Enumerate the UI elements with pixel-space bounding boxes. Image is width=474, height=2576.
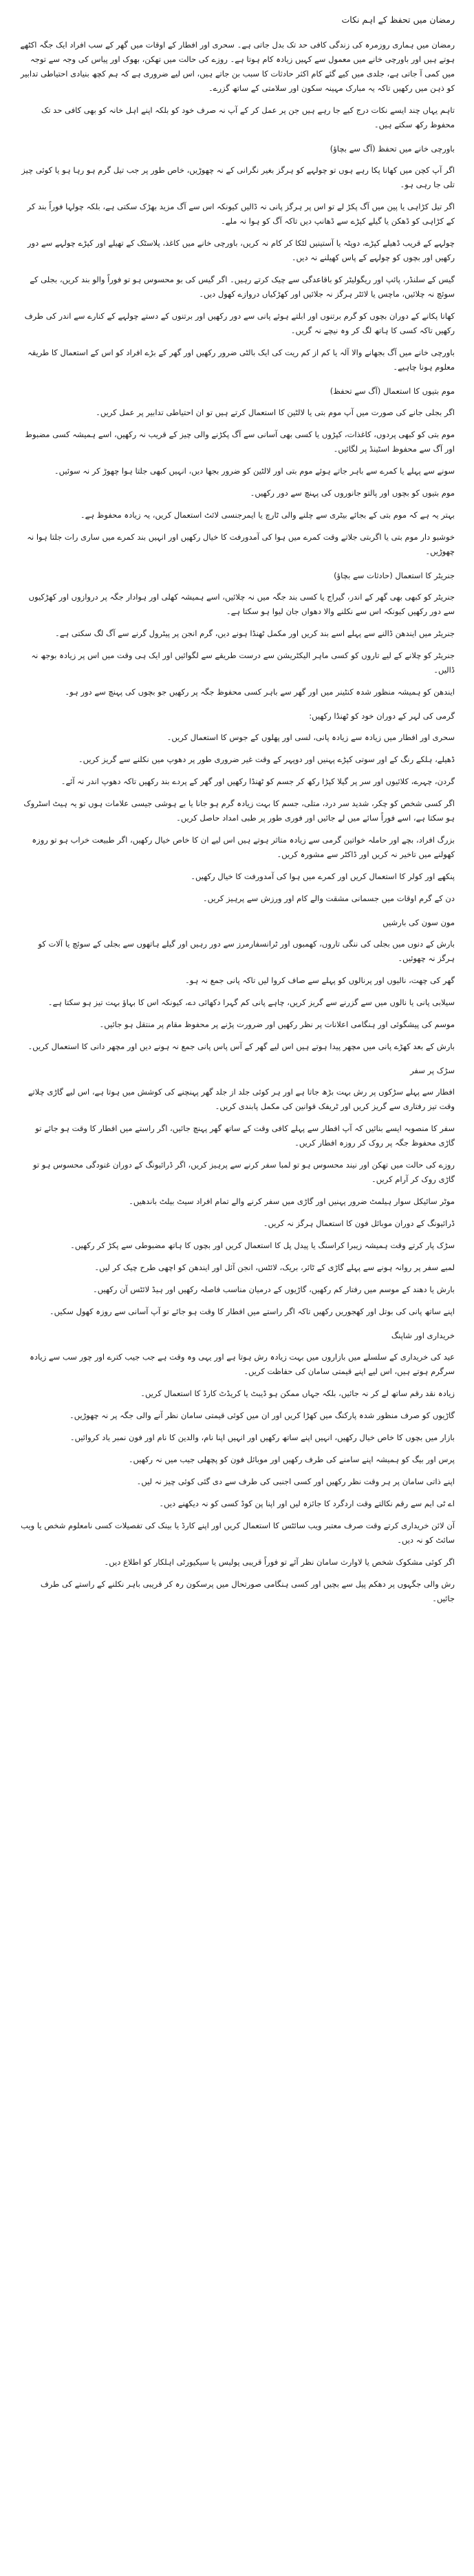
section-paragraph: گھر کی چھت، نالیوں اور پرنالوں کو پہلے سے صاف کروا لیں تاکہ پانی جمع نہ ہو۔ (185, 975, 455, 985)
section-paragraph: سفر کا منصوبہ ایسے بنائیں کہ آپ افطار سے پہلے کافی وقت کے ساتھ گھر پہنچ جائیں، اگر راستے میں افطار کا وقت ہو جائے تو گاڑی محفوظ جگہ پر روک کر روزہ افطار کریں۔ (35, 1123, 455, 1148)
section-paragraph: سڑک پار کرتے وقت ہمیشہ زیبرا کراسنگ یا پیدل پل کا استعمال کریں اور بچوں کا ہاتھ مضبوطی سے پکڑ کر رکھیں۔ (70, 1241, 455, 1250)
intro-section (19, 38, 455, 132)
section-paragraph: موسم کی پیشگوئی اور ہنگامی اعلانات پر نظر رکھیں اور ضرورت پڑنے پر محفوظ مقام پر منتقل ہو جائیں۔ (99, 1020, 455, 1029)
section-paragraph: اے ٹی ایم سے رقم نکالتے وقت اردگرد کا جائزہ لیں اور اپنا پن کوڈ کسی کو نہ دیکھنے دیں۔ (159, 1499, 455, 1508)
section-monsoon (19, 916, 455, 1054)
section-paragraph: بہتر یہ ہے کہ موم بتی کے بجائے بیٹری سے چلنے والی ٹارچ یا ایمرجنسی لائٹ استعمال کریں، یہ زیادہ محفوظ ہے۔ (80, 510, 455, 520)
section-paragraph: باورچی خانے میں آگ بجھانے والا آلہ یا کم از کم ریت کی ایک بالٹی ضرور رکھیں اور گھر کے بڑے افراد کو اس کے استعمال کا طریقہ معلوم ہونا چاہیے۔ (27, 348, 455, 372)
section-paragraph: اگر تیل کڑاہی یا پین میں آگ پکڑ لے تو اس پر ہرگز پانی نہ ڈالیں کیونکہ اس سے آگ مزید بھڑک سکتی ہے، بلکہ چولہا فوراً بند کر کے کڑاہی کو ڈھکن یا گیلے کپڑے سے ڈھانپ دیں تاکہ آگ کو ہوا نہ ملے۔ (27, 202, 455, 226)
section-paragraph: بارش یا دھند کے موسم میں رفتار کم رکھیں، گاڑیوں کے درمیان مناسب فاصلہ رکھیں اور ہیڈ لائٹس آن رکھیں۔ (93, 1285, 455, 1294)
section-heading: مون سون کی بارشیں (383, 918, 455, 927)
section-paragraph: کھانا پکانے کے دوران بچوں کو گرم برتنوں اور ابلتے ہوئے پانی سے دور رکھیں اور برتنوں کے دستے چولہے کے کنارے سے اندر کی طرف رکھیں تاکہ کسی کا ہاتھ لگ کر وہ نیچے نہ گریں۔ (24, 311, 455, 335)
section-paragraph: جنریٹر کو چلانے کے لیے تاروں کو کسی ماہر الیکٹریشن سے درست طریقے سے لگوائیں اور ایک ہی وقت میں اس پر زیادہ بوجھ نہ ڈالیں۔ (31, 651, 455, 675)
section-paragraph: بزرگ افراد، بچے اور حاملہ خواتین گرمی سے زیادہ متاثر ہوتے ہیں اس لیے ان کا خاص خیال رکھیں، اگر طبیعت خراب ہو تو روزہ کھولنے میں تاخیر نہ کریں اور ڈاکٹر سے مشورہ کریں۔ (32, 835, 455, 859)
section-paragraph: چولہے کے قریب ڈھیلے کپڑے، دوپٹہ یا آستینیں لٹکا کر کام نہ کریں، باورچی خانے میں کاغذ، پلاسٹک کے تھیلے اور کپڑے چولہے سے دور رکھیں اور بچوں کو چولہے کے پاس کھیلنے نہ دیں۔ (27, 238, 455, 262)
section-paragraph: بازار میں بچوں کا خاص خیال رکھیں، انہیں اپنے ساتھ رکھیں اور انہیں اپنا نام، والدین کا نام اور فون نمبر یاد کروائیں۔ (69, 1433, 455, 1442)
section-paragraph: گیس کے سلنڈر، پائپ اور ریگولیٹر کو باقاعدگی سے چیک کرتے رہیں۔ اگر گیس کی بو محسوس ہو تو فوراً والو بند کریں، بجلی کے سوئچ نہ چلائیں، ماچس یا لائٹر ہرگز نہ جلائیں اور کھڑکیاں دروازے کھول دیں۔ (30, 275, 455, 299)
section-paragraph: ڈھیلے، ہلکے رنگ کے اور سوتی کپڑے پہنیں اور دوپہر کے وقت غیر ضروری طور پر دھوپ میں نکلنے سے گریز کریں۔ (78, 754, 455, 764)
page-title: رمضان میں تحفظ کے اہم نکات (341, 14, 455, 25)
section-paragraph: رش والی جگہوں پر دھکم پیل سے بچیں اور کسی ہنگامی صورتحال میں پرسکون رہ کر قریبی باہر نکلنے کے راستے کی طرف جائیں۔ (40, 1579, 455, 1603)
intro-paragraph: تاہم یہاں چند ایسے نکات درج کیے جا رہے ہیں جن پر عمل کر کے آپ نہ صرف خود کو بلکہ اپنے اہل خانہ کو بھی کافی حد تک محفوظ رکھ سکتے ہیں۔ (41, 105, 455, 129)
section-paragraph: بارش کے بعد کھڑے پانی میں مچھر پیدا ہوتے ہیں اس لیے گھر کے آس پاس پانی جمع نہ ہونے دیں اور مچھر دانی کا استعمال کریں۔ (28, 1042, 455, 1051)
section-paragraph: سحری اور افطار میں زیادہ سے زیادہ پانی، لسی اور پھلوں کے جوس کا استعمال کریں۔ (166, 732, 455, 742)
section-paragraph: اگر بجلی جانے کی صورت میں آپ موم بتی یا لالٹین کا استعمال کرتے ہیں تو ان احتیاطی تدابیر پر عمل کریں۔ (96, 408, 455, 417)
section-paragraph: موم بتی کو کبھی پردوں، کاغذات، کپڑوں یا کسی بھی آسانی سے آگ پکڑنے والی چیز کے قریب نہ رکھیں، اسے ہمیشہ کسی مضبوط اور آگ سے محفوظ اسٹینڈ پر لگائیں۔ (25, 430, 455, 454)
section-candles (19, 384, 455, 559)
section-heading: باورچی خانے میں تحفظ (آگ سے بچاؤ) (330, 144, 455, 154)
intro-paragraph: رمضان میں ہماری روزمرہ کی زندگی کافی حد تک بدل جاتی ہے۔ سحری اور افطار کے اوقات میں گھر کے سب افراد ایک جگہ اکٹھے ہوتے ہیں اور باورچی خانے میں معمول سے کہیں زیادہ کام ہوتا ہے۔ روزے کی حالت میں تھکن، بھوک اور پیاس کی وجہ سے توجہ میں کمی آ جاتی ہے، جلدی میں کیے گئے کام اکثر حادثات کا سبب بن جاتے ہیں، اس لیے ضروری ہے کہ ہم کچھ بنیادی احتیاطی تدابیر کو ذہن میں رکھیں تاکہ یہ مبارک مہینہ سکون اور سلامتی کے ساتھ گزرے۔ (20, 40, 455, 93)
section-heading: گرمی کی لہر کے دوران خود کو ٹھنڈا رکھیں: (309, 711, 455, 721)
section-paragraph: ڈرائیونگ کے دوران موبائل فون کا استعمال ہرگز نہ کریں۔ (263, 1218, 455, 1228)
section-paragraph: اپنے ذاتی سامان پر ہر وقت نظر رکھیں اور کسی اجنبی کی طرف سے دی گئی کوئی چیز نہ لیں۔ (136, 1477, 455, 1486)
section-paragraph: جنریٹر کو کبھی بھی گھر کے اندر، گیراج یا کسی بند جگہ میں نہ چلائیں، اسے ہمیشہ کھلی اور ہوادار جگہ پر دروازوں اور کھڑکیوں سے دور رکھیں کیونکہ اس سے نکلنے والا دھواں جان لیوا ہو سکتا ہے۔ (28, 592, 455, 616)
section-generator (19, 569, 455, 699)
section-paragraph: اگر کوئی مشکوک شخص یا لاوارث سامان نظر آئے تو فوراً قریبی پولیس یا سیکیورٹی اہلکار کو اطلاع دیں۔ (104, 1557, 455, 1567)
section-paragraph: بارش کے دنوں میں بجلی کی ننگی تاروں، کھمبوں اور ٹرانسفارمرز سے دور رہیں اور گیلے ہاتھوں سے بجلی کے سوئچ یا آلات کو ہرگز نہ چھوئیں۔ (38, 939, 455, 963)
section-kitchen-fire-safety (19, 142, 455, 374)
section-paragraph: روزے کی حالت میں تھکن اور نیند محسوس ہو تو لمبا سفر کرنے سے پرہیز کریں، اگر ڈرائیونگ کے دوران غنودگی محسوس ہو تو گاڑی روک کر آرام کریں۔ (32, 1160, 455, 1184)
section-heading: خریداری اور شاپنگ (391, 1331, 455, 1340)
section-paragraph: زیادہ نقد رقم ساتھ لے کر نہ جائیں، بلکہ جہاں ممکن ہو ڈیبٹ یا کریڈٹ کارڈ کا استعمال کریں۔ (140, 1389, 455, 1398)
section-paragraph: خوشبو دار موم بتی یا اگربتی جلاتے وقت کمرے میں ہوا کی آمدورفت کا خیال رکھیں اور انہیں بند کمرے میں ساری رات جلتا ہوا نہ چھوڑیں۔ (27, 532, 455, 556)
section-paragraph: جنریٹر میں ایندھن ڈالنے سے پہلے اسے بند کریں اور مکمل ٹھنڈا ہونے دیں، گرم انجن پر پیٹرول گرنے سے آگ لگ سکتی ہے۔ (55, 629, 455, 638)
section-paragraph: سونے سے پہلے یا کمرے سے باہر جاتے ہوئے موم بتی اور لالٹین کو ضرور بجھا دیں، انہیں کبھی جلتا ہوا چھوڑ کر نہ سوئیں۔ (54, 466, 455, 476)
section-paragraph: اگر آپ کچن میں کھانا پکا رہے ہوں تو چولہے کو ہرگز بغیر نگرانی کے نہ چھوڑیں، خاص طور پر جب تیل گرم ہو رہا ہو یا کوئی چیز تلی جا رہی ہو۔ (21, 165, 455, 189)
section-paragraph: موٹر سائیکل سوار ہیلمٹ ضرور پہنیں اور گاڑی میں سفر کرنے والے تمام افراد سیٹ بیلٹ باندھیں۔ (129, 1196, 455, 1206)
section-paragraph: عید کی خریداری کے سلسلے میں بازاروں میں بہت زیادہ رش ہوتا ہے اور یہی وہ وقت ہے جب جیب کترے اور چور سب سے زیادہ سرگرم ہوتے ہیں، اس لیے اپنے قیمتی سامان کی حفاظت کریں۔ (30, 1352, 455, 1376)
section-paragraph: پرس اور بیگ کو ہمیشہ اپنے سامنے کی طرف رکھیں اور موبائل فون کو پچھلی جیب میں نہ رکھیں۔ (128, 1455, 455, 1464)
section-paragraph: گاڑیوں کو صرف منظور شدہ پارکنگ میں کھڑا کریں اور ان میں کوئی قیمتی سامان نظر آنے والی جگہ پر نہ چھوڑیں۔ (69, 1411, 455, 1420)
section-paragraph: اگر کسی شخص کو چکر، شدید سر درد، متلی، جسم کا بہت زیادہ گرم ہو جانا یا بے ہوشی جیسی علامات ہوں تو یہ ہیٹ اسٹروک ہو سکتا ہے، اسے فوراً سائے میں لے جائیں اور فوری طور پر طبی امداد حاصل کریں۔ (23, 799, 455, 823)
section-paragraph: آن لائن خریداری کرتے وقت صرف معتبر ویب سائٹس کا استعمال کریں اور اپنے کارڈ یا بینک کی تفصیلات کسی نامعلوم شخص یا ویب سائٹ کو نہ دیں۔ (21, 1521, 455, 1545)
section-heading: سڑک پر سفر (410, 1066, 455, 1075)
section-road-travel (19, 1064, 455, 1319)
section-paragraph: موم بتیوں کو بچوں اور پالتو جانوروں کی پہنچ سے دور رکھیں۔ (250, 488, 455, 498)
section-paragraph: لمبے سفر پر روانہ ہونے سے پہلے گاڑی کے ٹائر، بریک، لائٹس، انجن آئل اور ایندھن کو اچھی طرح چیک کر لیں۔ (94, 1263, 455, 1272)
section-paragraph: پنکھے اور کولر کا استعمال کریں اور کمرے میں ہوا کی آمدورفت کا خیال رکھیں۔ (191, 872, 455, 881)
section-shopping (19, 1329, 455, 1606)
section-paragraph: اپنے ساتھ پانی کی بوتل اور کھجوریں رکھیں تاکہ اگر راستے میں افطار کا وقت ہو جائے تو آپ آسانی سے روزہ کھول سکیں۔ (49, 1307, 455, 1316)
section-heatwave (19, 709, 455, 906)
section-paragraph: افطار سے پہلے سڑکوں پر رش بہت بڑھ جاتا ہے اور ہر کوئی جلد از جلد گھر پہنچنے کی کوشش میں ہوتا ہے، اس لیے گاڑی چلاتے وقت تیز رفتاری سے گریز کریں اور ٹریفک قوانین کی مکمل پابندی کریں۔ (28, 1087, 455, 1111)
section-heading: جنریٹر کا استعمال (حادثات سے بچاؤ) (334, 571, 455, 580)
section-paragraph: سیلابی پانی یا نالوں میں سے گزرنے سے گریز کریں، چاہے پانی کم گہرا دکھائی دے، کیونکہ اس کا بہاؤ بہت تیز ہو سکتا ہے۔ (47, 997, 455, 1007)
section-paragraph: گردن، چہرے، کلائیوں اور سر پر گیلا کپڑا رکھ کر جسم کو ٹھنڈا رکھیں اور گھر کے پردے بند رکھیں تاکہ دھوپ اندر نہ آئے۔ (61, 777, 455, 786)
section-paragraph: ایندھن کو ہمیشہ منظور شدہ کنٹینر میں اور گھر سے باہر کسی محفوظ جگہ پر رکھیں جو بچوں کی پہنچ سے دور ہو۔ (65, 687, 455, 697)
section-paragraph: دن کے گرم اوقات میں جسمانی مشقت والے کام اور ورزش سے پرہیز کریں۔ (202, 894, 455, 903)
section-heading: موم بتیوں کا استعمال (آگ سے تحفظ) (330, 386, 455, 396)
